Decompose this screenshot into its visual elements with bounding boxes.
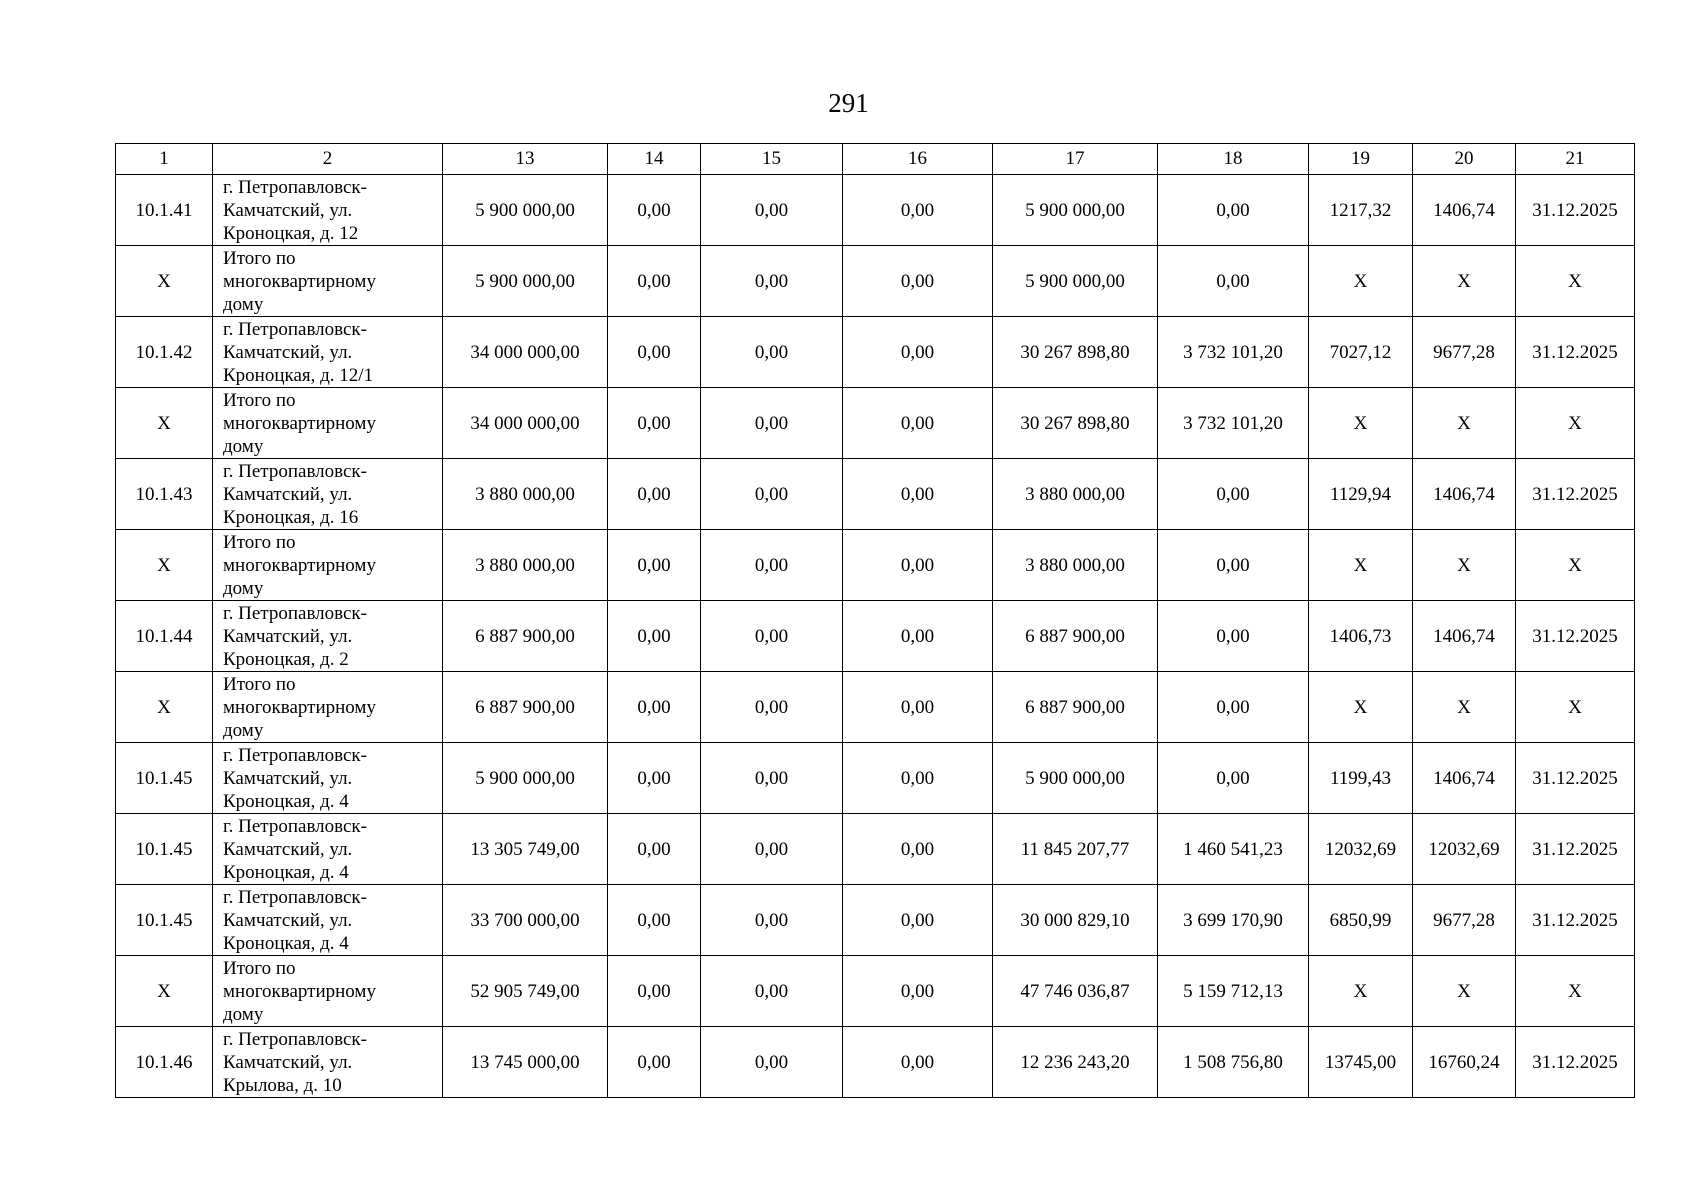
header-row [116,144,1635,175]
column-header: 13 [443,144,608,175]
column-header: 2 [213,144,443,175]
value-cell: 0,00 [843,743,993,814]
table-row [116,1027,1635,1098]
value-cell: 0,00 [608,388,701,459]
value-cell: 1 460 541,23 [1158,814,1309,885]
column-header: 20 [1413,144,1516,175]
total-cost-cell: 13 745 000,00 [443,1027,608,1098]
row-number-cell: X [116,672,213,743]
table-row [116,317,1635,388]
table-row [116,530,1635,601]
total-cost-cell: 33 700 000,00 [443,885,608,956]
value-cell: 3 732 101,20 [1158,317,1309,388]
row-number-cell: 10.1.42 [116,317,213,388]
table-row [116,601,1635,672]
total-cost-cell: 3 880 000,00 [443,459,608,530]
value-cell: 47 746 036,87 [993,956,1158,1027]
address-cell: г. Петропавловск- Камчатский, ул. Кроноцкая, д. 4 [213,814,443,885]
column-header: 15 [701,144,843,175]
value-cell: 0,00 [843,246,993,317]
table-row [116,956,1635,1027]
limit-cost-cell: 1406,74 [1413,601,1516,672]
unit-cost-cell: 1217,32 [1309,175,1413,246]
total-cost-cell: 5 900 000,00 [443,743,608,814]
date-cell: X [1516,388,1635,459]
value-cell: 0,00 [701,743,843,814]
value-cell: 12 236 243,20 [993,1027,1158,1098]
unit-cost-cell: 1406,73 [1309,601,1413,672]
limit-cost-cell: 9677,28 [1413,317,1516,388]
value-cell: 0,00 [608,814,701,885]
column-header: 17 [993,144,1158,175]
value-cell: 0,00 [608,175,701,246]
date-cell: X [1516,530,1635,601]
total-cost-cell: 34 000 000,00 [443,317,608,388]
value-cell: 3 732 101,20 [1158,388,1309,459]
table-row [116,175,1635,246]
unit-cost-cell: 6850,99 [1309,885,1413,956]
row-number-cell: X [116,246,213,317]
total-cost-cell: 34 000 000,00 [443,388,608,459]
value-cell: 1 508 756,80 [1158,1027,1309,1098]
row-number-cell: X [116,530,213,601]
total-cost-cell: 3 880 000,00 [443,530,608,601]
total-cost-cell: 5 900 000,00 [443,175,608,246]
value-cell: 3 880 000,00 [993,530,1158,601]
value-cell: 0,00 [701,601,843,672]
limit-cost-cell: X [1413,530,1516,601]
value-cell: 11 845 207,77 [993,814,1158,885]
value-cell: 0,00 [701,956,843,1027]
value-cell: 0,00 [843,672,993,743]
date-cell: 31.12.2025 [1516,814,1635,885]
unit-cost-cell: X [1309,672,1413,743]
value-cell: 0,00 [608,601,701,672]
table-row [116,388,1635,459]
address-cell: Итого по многоквартирному дому [213,246,443,317]
value-cell: 30 267 898,80 [993,388,1158,459]
address-cell: г. Петропавловск- Камчатский, ул. Кроноцкая, д. 16 [213,459,443,530]
row-number-cell: 10.1.44 [116,601,213,672]
value-cell: 5 159 712,13 [1158,956,1309,1027]
value-cell: 0,00 [1158,246,1309,317]
value-cell: 0,00 [1158,459,1309,530]
value-cell: 0,00 [843,459,993,530]
value-cell: 0,00 [843,956,993,1027]
value-cell: 0,00 [843,175,993,246]
value-cell: 0,00 [843,814,993,885]
value-cell: 5 900 000,00 [993,175,1158,246]
value-cell: 0,00 [608,672,701,743]
value-cell: 0,00 [608,246,701,317]
limit-cost-cell: X [1413,388,1516,459]
value-cell: 6 887 900,00 [993,601,1158,672]
value-cell: 0,00 [843,530,993,601]
date-cell: X [1516,956,1635,1027]
unit-cost-cell: X [1309,388,1413,459]
value-cell: 5 900 000,00 [993,743,1158,814]
unit-cost-cell: 12032,69 [1309,814,1413,885]
limit-cost-cell: 12032,69 [1413,814,1516,885]
value-cell: 0,00 [843,601,993,672]
date-cell: 31.12.2025 [1516,175,1635,246]
row-number-cell: X [116,388,213,459]
unit-cost-cell: 1199,43 [1309,743,1413,814]
date-cell: X [1516,672,1635,743]
value-cell: 0,00 [701,672,843,743]
row-number-cell: 10.1.46 [116,1027,213,1098]
limit-cost-cell: 1406,74 [1413,743,1516,814]
value-cell: 0,00 [701,246,843,317]
total-cost-cell: 6 887 900,00 [443,601,608,672]
date-cell: 31.12.2025 [1516,743,1635,814]
value-cell: 0,00 [608,743,701,814]
date-cell: 31.12.2025 [1516,601,1635,672]
data-table [115,143,1635,1098]
limit-cost-cell: 1406,74 [1413,459,1516,530]
address-cell: Итого по многоквартирному дому [213,672,443,743]
date-cell: 31.12.2025 [1516,1027,1635,1098]
unit-cost-cell: 1129,94 [1309,459,1413,530]
value-cell: 0,00 [608,956,701,1027]
row-number-cell: 10.1.45 [116,814,213,885]
total-cost-cell: 5 900 000,00 [443,246,608,317]
address-cell: г. Петропавловск- Камчатский, ул. Кроноцкая, д. 4 [213,885,443,956]
address-cell: Итого по многоквартирному дому [213,530,443,601]
value-cell: 6 887 900,00 [993,672,1158,743]
total-cost-cell: 52 905 749,00 [443,956,608,1027]
unit-cost-cell: X [1309,956,1413,1027]
column-header: 14 [608,144,701,175]
row-number-cell: 10.1.41 [116,175,213,246]
column-header: 1 [116,144,213,175]
column-header: 21 [1516,144,1635,175]
address-cell: г. Петропавловск- Камчатский, ул. Кроноцкая, д. 12 [213,175,443,246]
value-cell: 3 699 170,90 [1158,885,1309,956]
value-cell: 0,00 [701,814,843,885]
row-number-cell: 10.1.43 [116,459,213,530]
unit-cost-cell: 7027,12 [1309,317,1413,388]
address-cell: Итого по многоквартирному дому [213,956,443,1027]
value-cell: 0,00 [1158,743,1309,814]
page-number: 291 [828,88,869,118]
date-cell: 31.12.2025 [1516,885,1635,956]
limit-cost-cell: X [1413,672,1516,743]
unit-cost-cell: X [1309,530,1413,601]
value-cell: 0,00 [843,1027,993,1098]
value-cell: 0,00 [843,388,993,459]
address-cell: г. Петропавловск- Камчатский, ул. Кроноцкая, д. 4 [213,743,443,814]
value-cell: 3 880 000,00 [993,459,1158,530]
table-row [116,246,1635,317]
total-cost-cell: 13 305 749,00 [443,814,608,885]
value-cell: 0,00 [843,885,993,956]
date-cell: 31.12.2025 [1516,317,1635,388]
date-cell: 31.12.2025 [1516,459,1635,530]
row-number-cell: 10.1.45 [116,885,213,956]
value-cell: 0,00 [1158,601,1309,672]
value-cell: 30 267 898,80 [993,317,1158,388]
date-cell: X [1516,246,1635,317]
table-row [116,672,1635,743]
value-cell: 0,00 [1158,175,1309,246]
unit-cost-cell: X [1309,246,1413,317]
row-number-cell: 10.1.45 [116,743,213,814]
table-row [116,459,1635,530]
value-cell: 0,00 [701,1027,843,1098]
table-row [116,743,1635,814]
column-header: 16 [843,144,993,175]
limit-cost-cell: 9677,28 [1413,885,1516,956]
limit-cost-cell: 1406,74 [1413,175,1516,246]
limit-cost-cell: 16760,24 [1413,1027,1516,1098]
value-cell: 0,00 [608,459,701,530]
column-header: 18 [1158,144,1309,175]
value-cell: 0,00 [701,175,843,246]
value-cell: 0,00 [608,530,701,601]
value-cell: 0,00 [1158,530,1309,601]
address-cell: г. Петропавловск- Камчатский, ул. Кроноцкая, д. 2 [213,601,443,672]
address-cell: г. Петропавловск- Камчатский, ул. Кроноцкая, д. 12/1 [213,317,443,388]
unit-cost-cell: 13745,00 [1309,1027,1413,1098]
row-number-cell: X [116,956,213,1027]
value-cell: 0,00 [608,1027,701,1098]
table-row [116,885,1635,956]
table-row [116,814,1635,885]
value-cell: 0,00 [843,317,993,388]
column-header: 19 [1309,144,1413,175]
value-cell: 0,00 [701,530,843,601]
limit-cost-cell: X [1413,246,1516,317]
address-cell: г. Петропавловск- Камчатский, ул. Крылова, д. 10 [213,1027,443,1098]
value-cell: 0,00 [608,885,701,956]
total-cost-cell: 6 887 900,00 [443,672,608,743]
value-cell: 0,00 [1158,672,1309,743]
value-cell: 0,00 [701,317,843,388]
value-cell: 30 000 829,10 [993,885,1158,956]
value-cell: 0,00 [701,885,843,956]
value-cell: 0,00 [608,317,701,388]
value-cell: 0,00 [701,388,843,459]
value-cell: 0,00 [701,459,843,530]
value-cell: 5 900 000,00 [993,246,1158,317]
address-cell: Итого по многоквартирному дому [213,388,443,459]
limit-cost-cell: X [1413,956,1516,1027]
